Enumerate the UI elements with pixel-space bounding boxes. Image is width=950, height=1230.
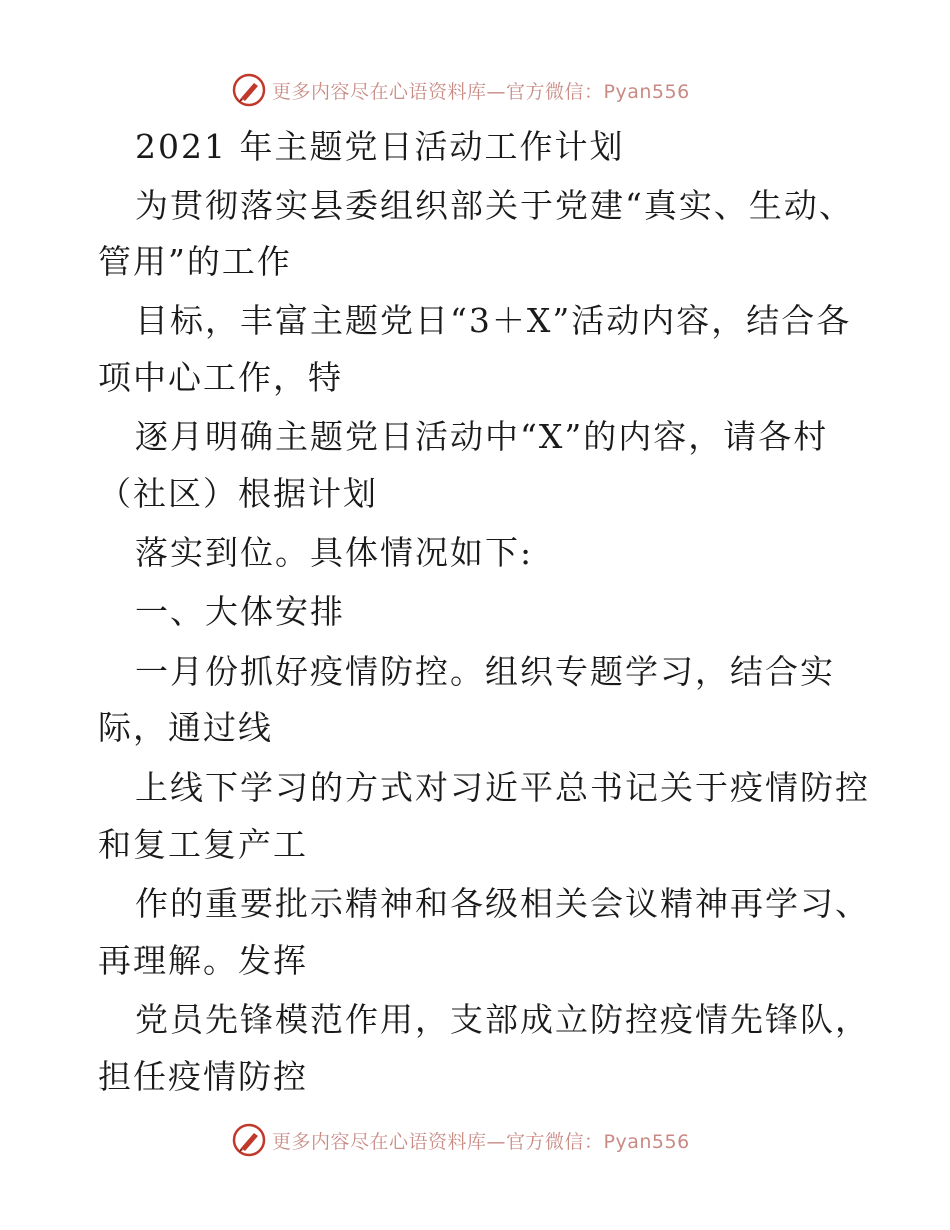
paragraph-line: 目标，丰富主题党日“3＋X”活动内容，结合各 [135, 301, 852, 340]
paragraph-line: 担任疫情防控 [98, 1057, 308, 1096]
watermark-text: 更多内容尽在心语资料库—官方微信：Pyan556 [272, 80, 690, 103]
paragraph-line: 管用”的工作 [98, 242, 292, 281]
document-title: 2021 年主题党日活动工作计划 [135, 127, 625, 166]
footer-watermark [232, 1120, 690, 1160]
paragraph-line: 为贯彻落实县委组织部关于党建“真实、生动、 [135, 186, 854, 225]
paragraph-line: 逐月明确主题党日活动中“X”的内容，请各村 [135, 417, 829, 456]
watermark-text: 更多内容尽在心语资料库—官方微信：Pyan556 [272, 1130, 690, 1153]
pen-logo-icon [232, 1123, 266, 1157]
section-heading: 一、大体安排 [135, 592, 345, 631]
paragraph-line: 作的重要批示精神和各级相关会议精神再学习、 [135, 884, 870, 923]
paragraph-line: 再理解。发挥 [98, 941, 308, 980]
paragraph-line: 落实到位。具体情况如下: [135, 533, 534, 572]
paragraph-line: 项中心工作，特 [98, 358, 343, 397]
paragraph-line: 和复工复产工 [98, 825, 308, 864]
paragraph-line: 党员先锋模范作用，支部成立防控疫情先锋队， [135, 1000, 870, 1039]
paragraph-line: 上线下学习的方式对习近平总书记关于疫情防控 [135, 768, 870, 807]
paragraph-line: （社区）根据计划 [98, 474, 378, 513]
paragraph-line: 一月份抓好疫情防控。组织专题学习，结合实 [135, 652, 835, 691]
paragraph-line: 际，通过线 [98, 708, 273, 747]
